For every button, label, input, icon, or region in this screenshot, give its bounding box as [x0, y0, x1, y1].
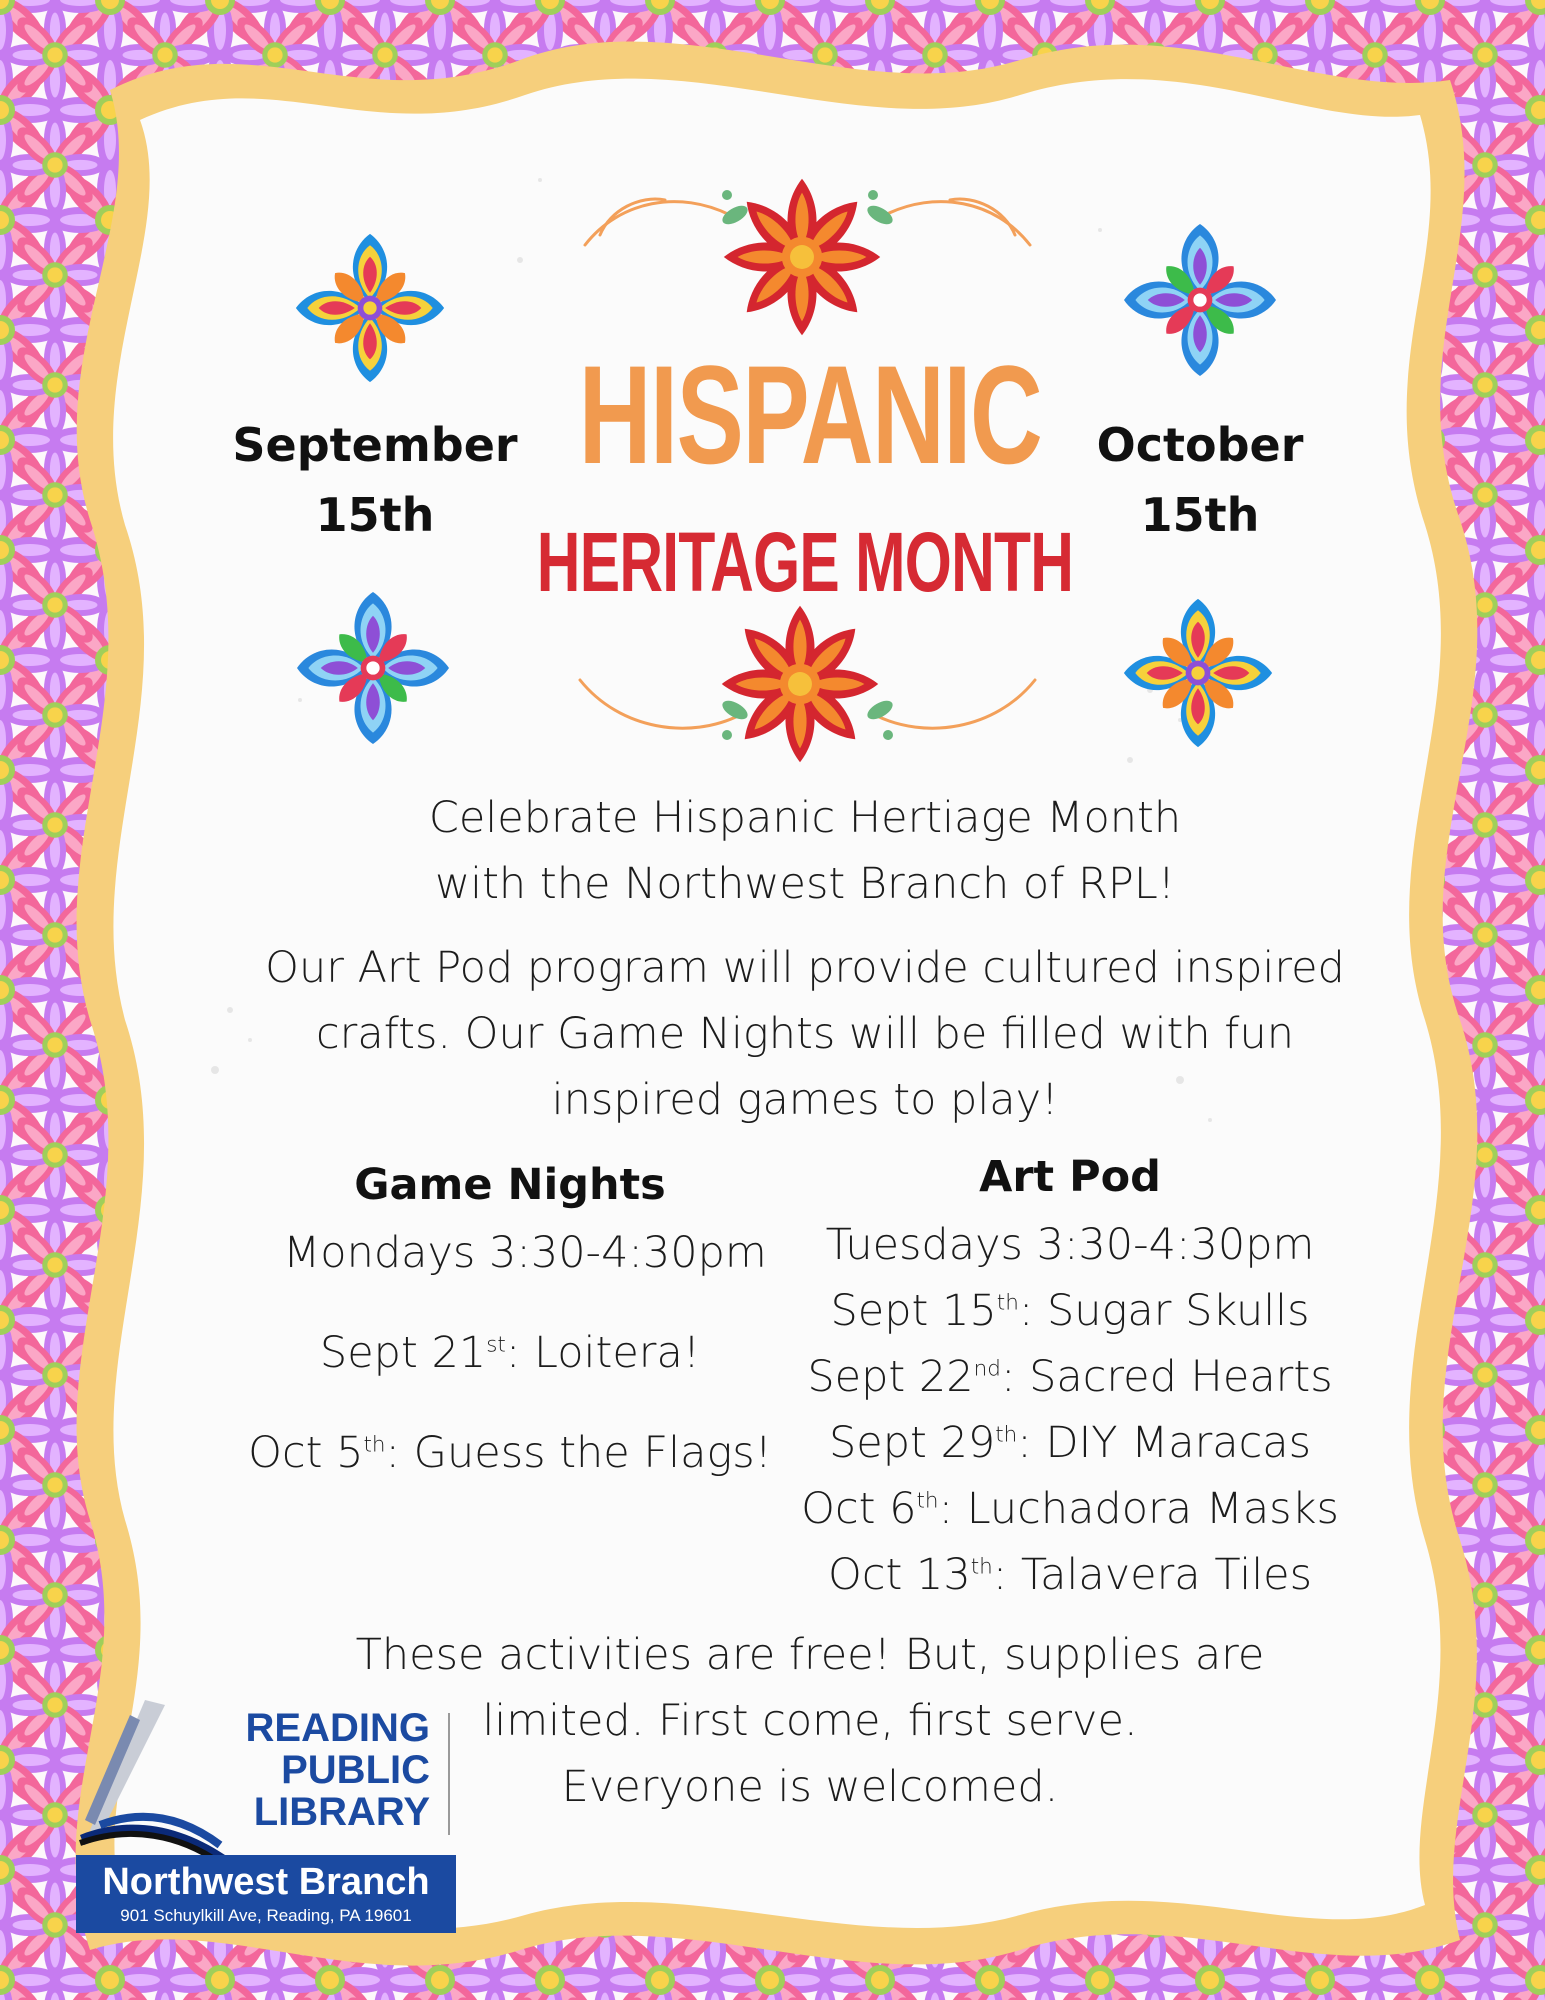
description-text [220, 935, 1390, 1133]
art-pod-event: Oct 13th: Talavera Tiles [827, 1550, 1313, 1600]
art-pod-event: Sept 15th: Sugar Skulls [830, 1286, 1310, 1336]
footer-line3: Everyone is welcomed. [561, 1762, 1059, 1812]
end-date-line1: October [1096, 418, 1304, 472]
footer-line2: limited. First come, first serve. [482, 1696, 1138, 1746]
intro-line1: Celebrate Hispanic Hertiage Month [428, 793, 1182, 843]
art-pod-event: Oct 6th: Luchadora Masks [801, 1484, 1339, 1534]
start-date-line2: 15th [315, 488, 435, 542]
description-line2: crafts. Our Game Nights will be filled with fun [316, 1009, 1294, 1059]
red-flower-icon [724, 179, 880, 335]
intro-line2: with the Northwest Branch of RPL! [434, 859, 1176, 909]
title-hispanic: HISPANIC [578, 336, 1042, 493]
description-line1: Our Art Pod program will provide cultured inspired [265, 943, 1345, 993]
library-logo [70, 1695, 470, 1935]
game-nights-section [230, 1150, 790, 1486]
logo-line1: READING [245, 1706, 430, 1750]
start-date [225, 410, 525, 550]
logo-line3: LIBRARY [253, 1790, 430, 1834]
description-line3: inspired games to play! [551, 1075, 1059, 1125]
red-flower-icon [722, 606, 878, 762]
logo-line2: PUBLIC [281, 1748, 430, 1792]
art-pod-event: Sept 29th: DIY Maracas [828, 1418, 1312, 1468]
start-date-line1: September [232, 418, 518, 472]
title-heritage-month: HERITAGE MONTH [536, 515, 1074, 609]
book-logo-icon [70, 1695, 230, 1865]
art-pod-section [780, 1142, 1360, 1608]
logo-divider [448, 1713, 450, 1835]
art-pod-event: Sept 22nd: Sacred Hearts [807, 1352, 1333, 1402]
branch-address: 901 Schuylkill Ave, Reading, PA 19601 [120, 1906, 412, 1925]
footer-line1: These activities are free! But, supplies are [355, 1630, 1265, 1680]
game-night-event: Oct 5th: Guess the Flags! [248, 1428, 772, 1478]
game-nights-schedule: Mondays 3:30-4:30pm [283, 1228, 767, 1278]
game-nights-heading: Game Nights [354, 1160, 666, 1210]
intro-text [220, 785, 1390, 917]
end-date-line2: 15th [1140, 488, 1260, 542]
art-pod-heading: Art Pod [979, 1152, 1161, 1202]
art-pod-schedule: Tuesdays 3:30-4:30pm [825, 1220, 1315, 1270]
logo-wordmark [230, 1707, 430, 1833]
branch-banner [76, 1855, 456, 1933]
game-night-event: Sept 21st: Loitera! [319, 1328, 701, 1378]
branch-name: Northwest Branch [102, 1861, 430, 1903]
